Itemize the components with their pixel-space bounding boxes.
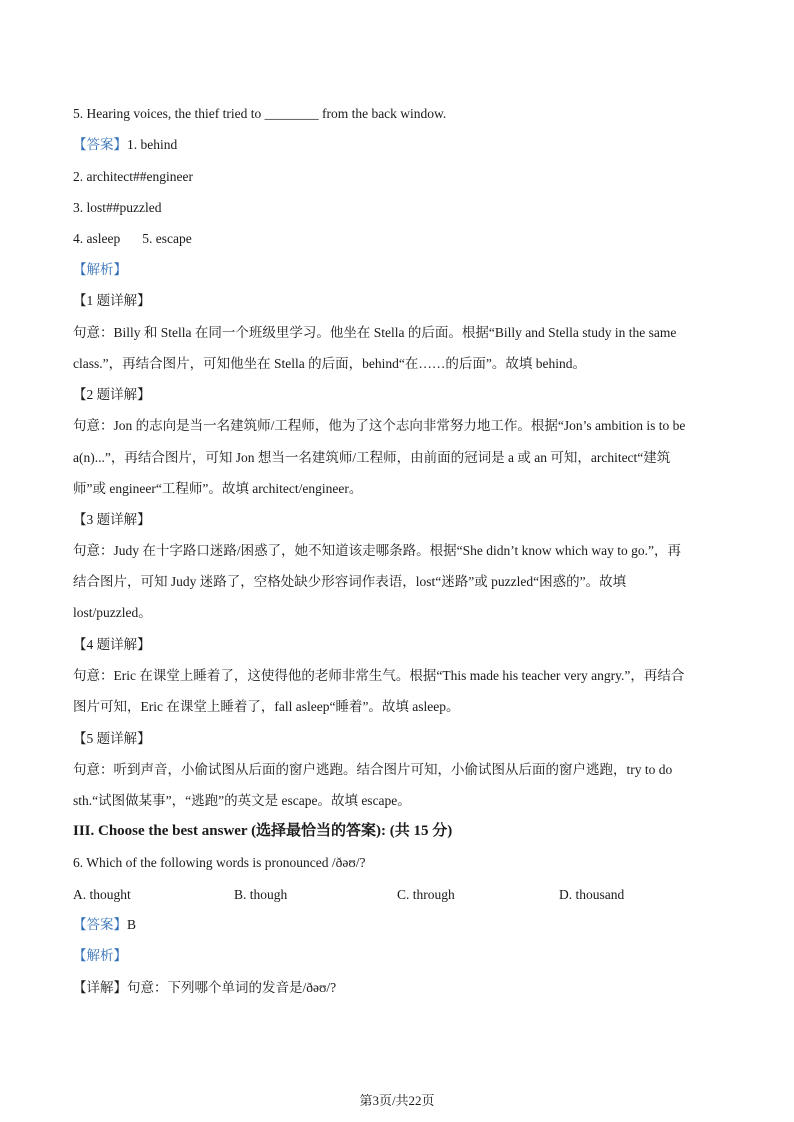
q5-text-before: 5. Hearing voices, the thief tried to: [73, 106, 265, 121]
option-b: B. though: [234, 887, 288, 902]
q6-answer-tag: 【答案】: [73, 917, 127, 932]
detail-4-line-2: 图片可知，Eric 在课堂上睡着了，fall asleep“睡着”。故填 asleep。: [73, 699, 460, 714]
q6-answer: B: [127, 917, 137, 932]
detail-3-line-1: 句意：Judy 在十字路口迷路/困惑了，她不知道该走哪条路。根据“She didn’t know which way to go.”，再: [73, 543, 681, 558]
q6-detail-line: [73, 979, 336, 997]
detail-2-line-1: 句意：Jon 的志向是当一名建筑师/工程师，他为了这个志向非常努力地工作。根据“Jon’s ambition is to be: [73, 418, 686, 433]
q6-analysis-tag: 【解析】: [73, 948, 127, 963]
detail-3-line-3: lost/puzzled。: [73, 605, 152, 620]
answer-3: 3. lost##puzzled: [73, 200, 162, 215]
section-3-heading: III. Choose the best answer (选择最恰当的答案): (共 15 分): [73, 823, 453, 839]
detail-5-line-2: sth.“试图做某事”，“逃跑”的英文是 escape。故填 escape。: [73, 793, 411, 808]
option-a: A. thought: [73, 887, 131, 902]
detail-5-title: 【5 题详解】: [73, 731, 151, 746]
option-d: D. thousand: [559, 887, 625, 902]
detail-1-line-1: 句意：Billy 和 Stella 在同一个班级里学习。他坐在 Stella 的后面。根据“Billy and Stella study in the same: [73, 325, 677, 340]
question-6: 6. Which of the following words is pronounced /ðəʊ/?: [73, 855, 366, 870]
analysis-tag: 【解析】: [73, 262, 127, 277]
answer-4: 4. asleep: [73, 231, 121, 246]
detail-5-line-1: 句意：听到声音，小偷试图从后面的窗户逃跑。结合图片可知，小偷试图从后面的窗户逃跑，try to do: [73, 762, 673, 777]
page-footer: 第3页/共22页: [359, 1093, 435, 1108]
question-5: [73, 105, 446, 123]
detail-2-line-3: 师”或 engineer“工程师”。故填 architect/engineer。: [73, 481, 363, 496]
q6-answer-line: [73, 916, 136, 934]
detail-4-line-1: 句意：Eric 在课堂上睡着了，这使得他的老师非常生气。根据“This made his teacher very angry.”，再结合: [73, 668, 685, 683]
answer-tag: 【答案】: [73, 137, 127, 152]
answer-5: 5. escape: [142, 231, 192, 246]
detail-2-title: 【2 题详解】: [73, 387, 151, 402]
q5-blank: ________: [264, 106, 319, 121]
answer-2: 2. architect##engineer: [73, 169, 193, 184]
option-c: C. through: [397, 887, 455, 902]
detail-1-line-2: class.”，再结合图片，可知他坐在 Stella 的后面，behind“在……的后面”。故填 behind。: [73, 356, 586, 371]
answer-line-4: [73, 230, 192, 248]
detail-3-title: 【3 题详解】: [73, 512, 151, 527]
answer-1: 1. behind: [127, 137, 178, 152]
detail-2-line-2: a(n)...”，再结合图片，可知 Jon 想当一名建筑师/工程师，由前面的冠词是 a 或 an 可知，architect“建筑: [73, 450, 671, 465]
q5-text-after: from the back window.: [318, 106, 447, 121]
q6-detail: 句意：下列哪个单词的发音是/ðəʊ/?: [127, 980, 337, 995]
detail-3-line-2: 结合图片，可知 Judy 迷路了，空格处缺少形容词作表语，lost“迷路”或 puzzled“困惑的”。故填: [73, 574, 627, 589]
answer-line-1: [73, 136, 177, 154]
detail-4-title: 【4 题详解】: [73, 637, 151, 652]
detail-1-title: 【1 题详解】: [73, 293, 151, 308]
q6-detail-tag: 【详解】: [73, 980, 127, 995]
